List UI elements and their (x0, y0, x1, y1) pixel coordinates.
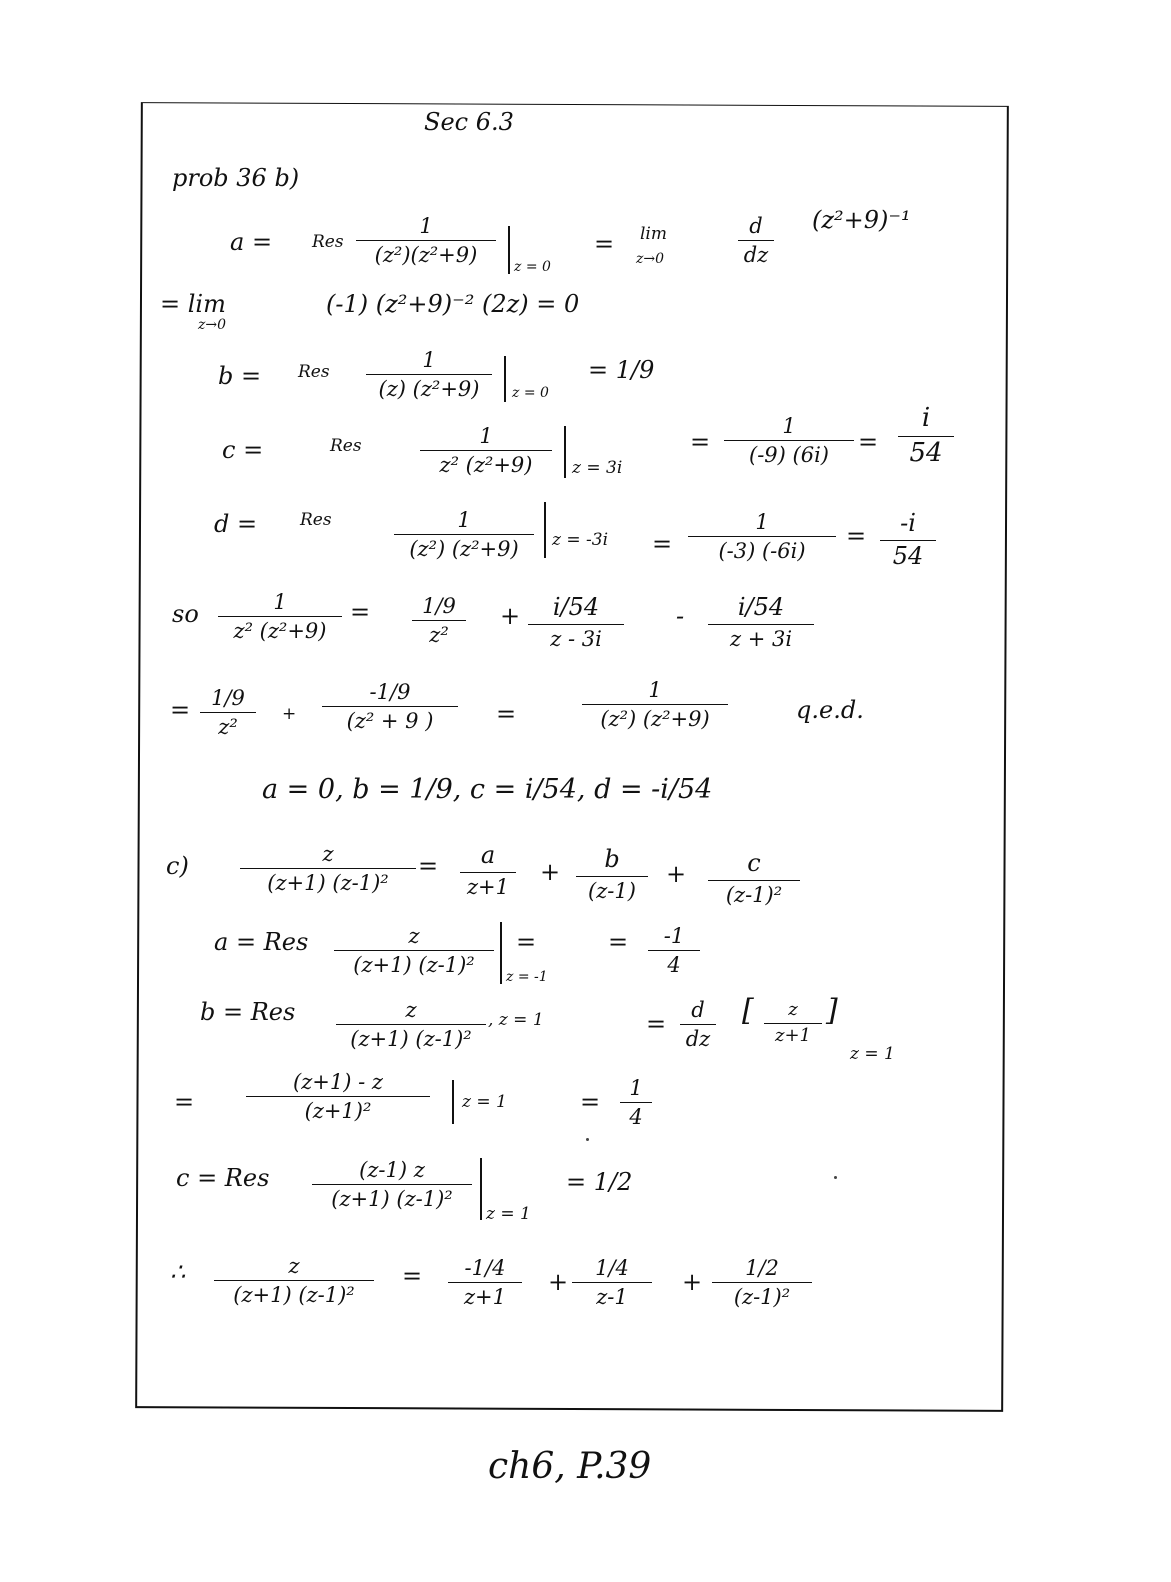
fraction: 1 (z²) (z²+9) (394, 508, 534, 561)
eval-point: z = -3i (552, 530, 609, 550)
eval-bar (508, 226, 510, 274)
lim-sub: z→0 (636, 251, 665, 267)
result: = 1/2 (566, 1168, 633, 1196)
equals: = (402, 1262, 423, 1290)
eval-bar (500, 922, 502, 984)
res-label: Res (330, 436, 362, 456)
derivative: d dz (738, 214, 774, 267)
fraction: i/54 z + 3i (708, 594, 814, 651)
fraction: 1/2 (z-1)² (712, 1256, 812, 1309)
equals: = (690, 428, 711, 456)
fraction: 1 (-9) (6i) (724, 414, 854, 467)
summary-values: a = 0, b = 1/9, c = i/54, d = -i/54 (262, 774, 713, 805)
expression: (-1) (z²+9)⁻² (2z) = 0 (326, 290, 580, 318)
lhs-a: a = (230, 228, 273, 256)
equals: = (170, 696, 191, 724)
fraction: (z-1) z (z+1) (z-1)² (312, 1158, 472, 1211)
scan-speck (586, 1138, 589, 1141)
lhs-a: a = Res (214, 928, 309, 956)
lhs-b: b = Res (200, 998, 296, 1026)
fraction: z (z+1) (z-1)² (214, 1254, 374, 1307)
problem-label: c) (166, 852, 189, 880)
plus: + (282, 704, 297, 724)
fraction: 1/9 z² (200, 686, 256, 739)
equals: = (516, 928, 537, 956)
fraction: z (z+1) (z-1)² (334, 924, 494, 977)
scan-speck (834, 1176, 837, 1179)
therefore-symbol: ∴ (170, 1258, 186, 1286)
res-label: Res (300, 510, 332, 530)
expression: (z²+9)⁻¹ (812, 206, 911, 234)
fraction: 1 (z²) (z²+9) (582, 678, 728, 731)
lim-label: = lim (160, 290, 226, 318)
equals: = (652, 530, 673, 558)
eval-bar (564, 426, 566, 478)
page-footer: ch6, P.39 (488, 1446, 652, 1487)
eval-point: , z = 1 (488, 1010, 544, 1030)
plus: + (548, 1268, 569, 1296)
eval-point: z = 3i (572, 458, 623, 478)
fraction: (z+1) - z (z+1)² (246, 1070, 430, 1123)
fraction: b (z-1) (576, 846, 648, 903)
res-label: Res (298, 362, 330, 382)
plus: + (540, 858, 561, 886)
equals: = (646, 1010, 667, 1038)
eval-point: z = 1 (462, 1092, 507, 1112)
eval-point: z = 1 (850, 1044, 895, 1064)
fraction: 1 (z) (z²+9) (366, 348, 492, 401)
eval-bar (504, 356, 506, 402)
fraction: 1/4 z-1 (572, 1256, 652, 1309)
equals: = (846, 522, 867, 550)
so-label: so (172, 600, 199, 628)
equals: = (496, 700, 517, 728)
derivative: d dz (680, 998, 716, 1051)
bracket-right: ] (826, 993, 838, 1028)
fraction: 1/9 z² (412, 594, 466, 647)
result-fraction: -i 54 (880, 510, 936, 570)
fraction: 1 (-3) (-6i) (688, 510, 836, 563)
equals: = (418, 852, 439, 880)
eval-point: z = -1 (506, 969, 548, 985)
eval-bar (544, 502, 546, 558)
result-fraction: -1 4 (648, 924, 700, 977)
lhs-b: b = (218, 362, 262, 390)
equals: = (350, 598, 371, 626)
eval-bar (452, 1080, 454, 1124)
result-fraction: i 54 (898, 404, 954, 469)
fraction: 1 (z²)(z²+9) (356, 214, 496, 267)
equals: = (174, 1088, 195, 1116)
res-label: Res (312, 232, 344, 252)
plus: + (500, 602, 521, 630)
minus: - (676, 602, 685, 630)
fraction: 1 z² (z²+9) (218, 590, 342, 643)
eval-point: z = 0 (514, 259, 551, 275)
equals: = (580, 1088, 601, 1116)
eval-point: z = 1 (486, 1204, 531, 1224)
fraction: i/54 z - 3i (528, 594, 624, 651)
bracket-left: [ (742, 993, 754, 1028)
equals: = (608, 928, 629, 956)
section-header: Sec 6.3 (424, 108, 514, 136)
plus: + (682, 1268, 703, 1296)
fraction: 1 z² (z²+9) (420, 424, 552, 477)
eval-point: z = 0 (512, 385, 549, 401)
lhs-c: c = (222, 436, 264, 464)
qed: q.e.d. (796, 696, 864, 724)
result: = 1/9 (588, 356, 655, 384)
fraction: z z+1 (764, 1000, 822, 1046)
plus: + (666, 860, 687, 888)
fraction: -1/9 (z² + 9 ) (322, 680, 458, 733)
result-fraction: 1 4 (620, 1076, 652, 1129)
lim-label: lim (640, 224, 667, 244)
fraction: -1/4 z+1 (448, 1256, 522, 1309)
lhs-d: d = (214, 510, 258, 538)
fraction: z (z+1) (z-1)² (336, 998, 486, 1051)
fraction: c (z-1)² (708, 850, 800, 907)
equals: = (858, 428, 879, 456)
fraction: a z+1 (460, 842, 516, 899)
lim-sub: z→0 (198, 317, 227, 333)
lhs-c: c = Res (176, 1164, 270, 1192)
equals: = (594, 230, 615, 258)
eval-bar (480, 1158, 482, 1220)
problem-label: prob 36 b) (172, 164, 300, 192)
fraction: z (z+1) (z-1)² (240, 842, 416, 895)
